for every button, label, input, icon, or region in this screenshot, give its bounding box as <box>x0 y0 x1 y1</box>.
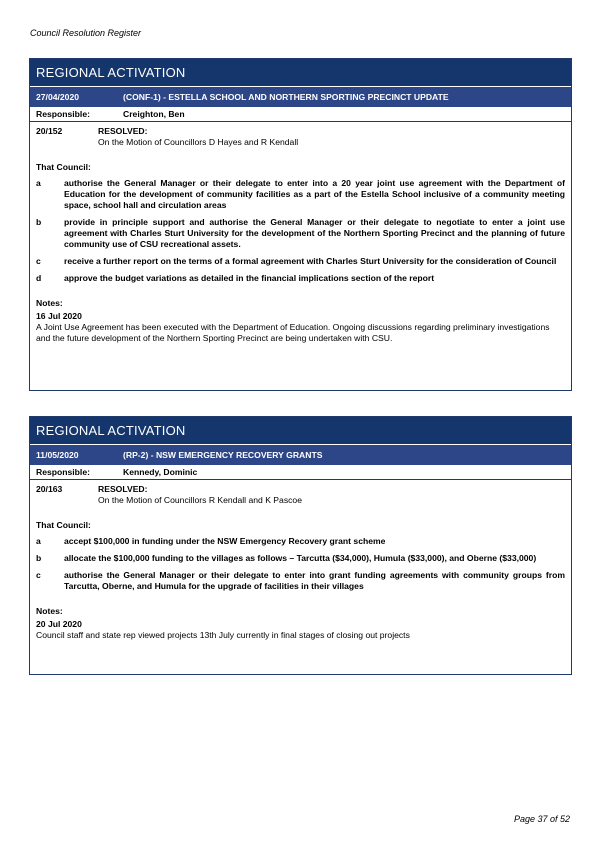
item-text: authorise the General Manager or their delegate to enter into a 20 year joint use agreement with the Department of Education for the development of community facilities as a part of the Estella School inclusive of a community meeting space, school hall and circulation areas <box>64 178 565 210</box>
responsible-name: Creighton, Ben <box>123 109 185 119</box>
notes-label: Notes: <box>36 298 63 308</box>
responsible-name: Kennedy, Dominic <box>123 467 198 477</box>
notes-text: Council staff and state rep viewed projects 13th July currently in final stages of closing out projects <box>36 630 410 640</box>
item-title: (CONF-1) - ESTELLA SCHOOL AND NORTHERN SPORTING PRECINCT UPDATE <box>123 92 449 102</box>
resolution-block <box>36 126 565 154</box>
item-text: accept $100,000 in funding under the NSW Emergency Recovery grant scheme <box>64 536 386 546</box>
item-key: b <box>36 553 42 563</box>
resolution-item <box>36 273 565 284</box>
resolution-card <box>29 416 572 675</box>
notes-date: 16 Jul 2020 <box>36 311 82 321</box>
resolution-item <box>36 553 565 564</box>
item-text: authorise the General Manager or their delegate to enter into grant funding agreements with community groups from Tarcutta, Oberne, and Humula for the upgrade of facilities in their villages <box>64 570 565 591</box>
resolution-item <box>36 536 565 547</box>
notes-label: Notes: <box>36 606 63 616</box>
section-banner: REGIONAL ACTIVATION <box>30 417 571 444</box>
resolution-card <box>29 58 572 391</box>
resolution-item <box>36 570 565 592</box>
item-text: receive a further report on the terms of a formal agreement with Charles Sturt University for the consideration of Council <box>64 256 557 266</box>
resolved-label: RESOLVED: <box>98 126 148 136</box>
that-council-label: That Council: <box>36 520 91 530</box>
meeting-date: 11/05/2020 <box>36 450 79 460</box>
responsible-row <box>30 107 571 122</box>
item-text: provide in principle support and authorise the General Manager or their delegate to negotiate to enter a joint use agreement with Charles Sturt University for the development of the Northern Sporting Precinct and the planning of future community use of CSU recreational assets. <box>64 217 565 249</box>
resolution-item <box>36 217 565 250</box>
item-text: allocate the $100,000 funding to the villages as follows – Tarcutta ($34,000), Humula ($33,000), and Oberne ($33,000) <box>64 553 537 563</box>
resolution-item <box>36 256 565 267</box>
resolution-block <box>36 484 565 512</box>
item-key: a <box>36 178 41 188</box>
notes-date: 20 Jul 2020 <box>36 619 82 629</box>
that-council-label: That Council: <box>36 162 91 172</box>
resolution-number: 20/152 <box>36 126 63 136</box>
item-key: d <box>36 273 42 283</box>
item-key: c <box>36 256 41 266</box>
resolution-item <box>36 178 565 211</box>
item-key: a <box>36 536 41 546</box>
resolution-number: 20/163 <box>36 484 63 494</box>
page-number: Page 37 of 52 <box>513 814 570 824</box>
motion-text: On the Motion of Councillors R Kendall and K Pascoe <box>98 495 302 505</box>
item-text: approve the budget variations as detailed in the financial implications section of the report <box>64 273 435 283</box>
motion-text: On the Motion of Councillors D Hayes and R Kendall <box>98 137 299 147</box>
responsible-row <box>30 465 571 480</box>
section-banner: REGIONAL ACTIVATION <box>30 59 571 86</box>
item-subheader <box>30 444 571 465</box>
notes-text: A Joint Use Agreement has been executed with the Department of Education. Ongoing discussions regarding preliminary investigations and the future development of the Northern Sporting Precinct are being undertaken with CSU. <box>36 322 550 343</box>
document-header-title: Council Resolution Register <box>30 28 142 38</box>
item-title: (RP-2) - NSW EMERGENCY RECOVERY GRANTS <box>123 450 323 460</box>
resolved-label: RESOLVED: <box>98 484 148 494</box>
item-key: c <box>36 570 41 580</box>
meeting-date: 27/04/2020 <box>36 92 80 102</box>
responsible-label: Responsible: <box>36 109 90 119</box>
item-subheader <box>30 86 571 107</box>
responsible-label: Responsible: <box>36 467 90 477</box>
item-key: b <box>36 217 42 227</box>
